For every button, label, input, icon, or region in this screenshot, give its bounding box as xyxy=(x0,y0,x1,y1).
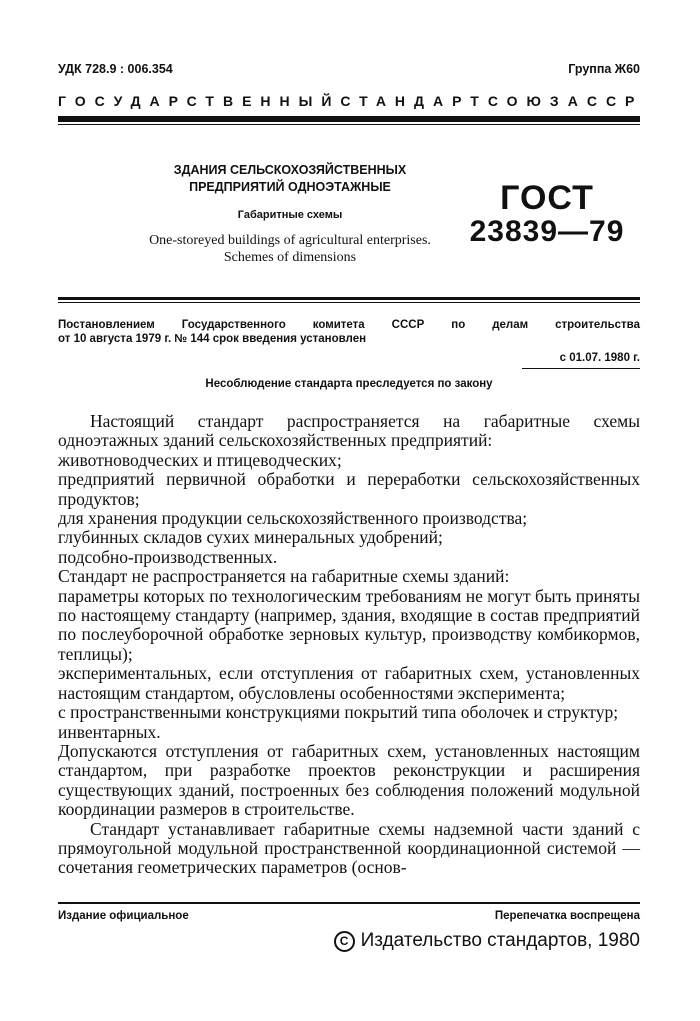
standard-word-3: СОЮЗА xyxy=(487,93,587,109)
title-line-1: ЗДАНИЯ СЕЛЬСКОХОЗЯЙСТВЕННЫХ xyxy=(173,163,407,177)
document-title xyxy=(120,162,460,196)
paragraph: Настоящий стандарт распространяется на габаритные схемы одноэтажных зданий сельскохозяйственных предприятий: xyxy=(58,411,640,451)
copyright-icon: С xyxy=(334,931,355,952)
decree-line-1: Постановлением Государственного комитета СССР по делам строительства xyxy=(58,319,640,331)
english-title xyxy=(70,232,510,266)
udk-code: УДК 728.9 : 006.354 xyxy=(58,62,173,76)
title-rule-thick xyxy=(58,297,640,300)
footer-rule xyxy=(58,902,640,904)
standard-word-1: ГОСУДАРСТВЕННЫЙ xyxy=(58,93,341,109)
paragraph: подсобно-производственных. xyxy=(58,546,278,567)
paragraph: животноводческих и птицеводческих; xyxy=(58,449,342,470)
paragraph: Стандарт не распространяется на габаритные схемы зданий: xyxy=(58,566,510,587)
paragraph: предприятий первичной обработки и переработки сельскохозяйственных продуктов; xyxy=(58,469,640,509)
paragraph: с пространственными конструкциями покрытий типа оболочек и структур; xyxy=(58,702,619,723)
paragraph: параметры которых по технологическим требованиям не могут быть приняты по настоящему стандарту (например, здания, входящие в состав предприятий по послеуборочной обработке зерновых культур, производству комбикормов, теплицы); xyxy=(58,585,640,664)
paragraph: Допускаются отступления от габаритных схем, установленных настоящим стандартом, при разработке проектов реконструкции и расширения существующих зданий, построенных без соблюдения положений модульной координации размеров в строительстве. xyxy=(58,740,640,820)
paragraph: инвентарных. xyxy=(58,721,161,742)
date-underline xyxy=(522,368,640,369)
gost-label: ГОСТ xyxy=(500,179,594,217)
body-text xyxy=(58,412,640,878)
introduction-date: с 01.07. 1980 г. xyxy=(559,352,640,364)
paragraph: Стандарт устанавливает габаритные схемы надземной части зданий с прямоугольной модульной пространственной координационной системой — сочетания геометрических параметров (основ- xyxy=(58,818,640,878)
publisher: Издательство стандартов, 1980 xyxy=(360,930,640,951)
header-rule-thin xyxy=(58,124,640,125)
official-edition: Издание официальное xyxy=(58,910,189,922)
decree-line-2: от 10 августа 1979 г. № 144 срок введения установлен xyxy=(58,333,367,345)
paragraph: глубинных складов сухих минеральных удобрений; xyxy=(58,527,443,548)
state-standard-line xyxy=(58,93,644,109)
group-code: Группа Ж60 xyxy=(568,62,640,76)
paragraph: экспериментальных, если отступления от габаритных схем, установленных настоящим стандартом, обусловлены особенностями эксперимента; xyxy=(58,663,640,703)
reprint-prohibited: Перепечатка воспрещена xyxy=(494,910,640,922)
copyright-line xyxy=(334,930,640,952)
english-title-line-1: One-storeyed buildings of agricultural enterprises. xyxy=(149,233,431,248)
standard-word-2: СТАНДАРТ xyxy=(340,93,488,109)
header-rule-thick xyxy=(58,116,640,122)
standard-word-4: ССР xyxy=(586,93,644,109)
legal-notice: Несоблюдение стандарта преследуется по закону xyxy=(205,378,493,390)
paragraph: для хранения продукции сельскохозяйственного производства; xyxy=(58,508,528,529)
title-rule-thin xyxy=(58,302,640,303)
gost-number: 23839—79 xyxy=(469,215,625,248)
title-line-2: ПРЕДПРИЯТИЙ ОДНОЭТАЖНЫЕ xyxy=(189,180,391,194)
english-title-line-2: Schemes of dimensions xyxy=(223,250,357,265)
document-subtitle: Габаритные схемы xyxy=(237,209,343,221)
